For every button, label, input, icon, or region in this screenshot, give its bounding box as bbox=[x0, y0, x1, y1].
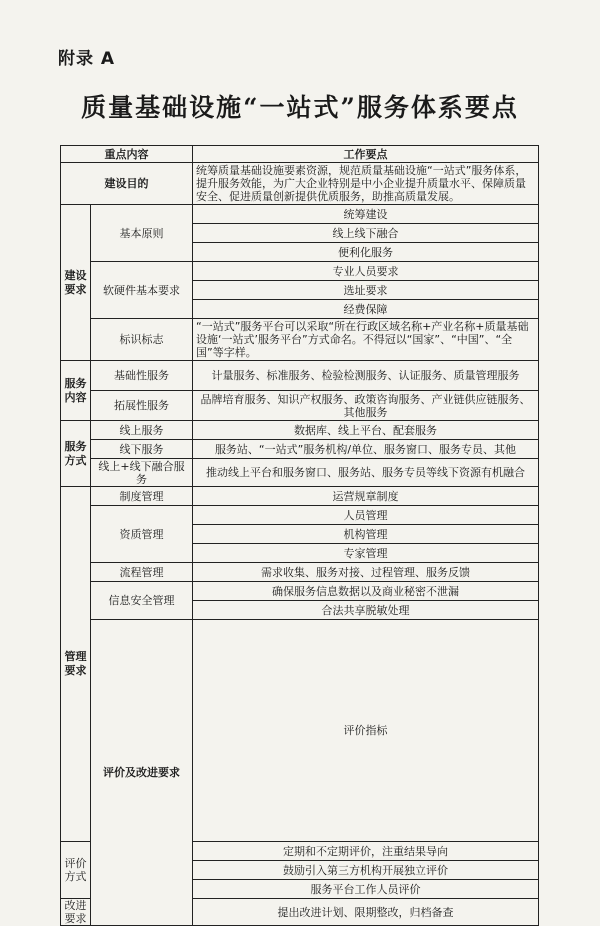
hybrid-service-label: 线上+线下融合服务 bbox=[91, 459, 193, 487]
online-service-text: 数据库、线上平台、配套服务 bbox=[193, 421, 539, 440]
info-security-item: 合法共享脱敏处理 bbox=[193, 601, 539, 620]
table-row bbox=[61, 319, 539, 361]
extended-service-label: 拓展性服务 bbox=[91, 391, 193, 421]
improvement-label: 改进要求 bbox=[61, 899, 91, 926]
evaluation-method-item: 定期和不定期评价，注重结果导向 bbox=[193, 842, 539, 861]
basic-service-text: 计量服务、标准服务、检验检测服务、认证服务、质量管理服务 bbox=[193, 361, 539, 391]
offline-service-label: 线下服务 bbox=[91, 440, 193, 459]
system-management-text: 运营规章制度 bbox=[193, 487, 539, 506]
evaluation-method-item: 鼓励引入第三方机构开展独立评价 bbox=[193, 861, 539, 880]
process-management-text: 需求收集、服务对接、过程管理、服务反馈 bbox=[193, 563, 539, 582]
online-service-label: 线上服务 bbox=[91, 421, 193, 440]
construction-requirements-label: 建设要求 bbox=[61, 205, 91, 361]
table-row bbox=[61, 205, 539, 224]
logo-text: “一站式”服务平台可以采取“所在行政区域名称+产业名称+质量基础设施‘一站式’服务平台”方式命名。不得冠以“国家”、“中国”、“全国”等字样。 bbox=[193, 319, 539, 361]
table-row bbox=[61, 440, 539, 459]
basic-service-label: 基础性服务 bbox=[91, 361, 193, 391]
basic-principle-item: 便利化服务 bbox=[193, 243, 539, 262]
table-row bbox=[61, 487, 539, 506]
service-mode-label: 服务方式 bbox=[61, 421, 91, 487]
header-key-content: 重点内容 bbox=[61, 146, 193, 163]
qualification-item: 人员管理 bbox=[193, 506, 539, 525]
extended-service-text: 品牌培育服务、知识产权服务、政策咨询服务、产业链供应链服务、其他服务 bbox=[193, 391, 539, 421]
management-requirements-label: 管理要求 bbox=[61, 487, 91, 842]
process-management-label: 流程管理 bbox=[91, 563, 193, 582]
hardware-software-item: 选址要求 bbox=[193, 281, 539, 300]
table-row bbox=[61, 163, 539, 205]
evaluation-indicators-label: 评价指标 bbox=[193, 620, 539, 842]
evaluation-method-item: 服务平台工作人员评价 bbox=[193, 880, 539, 899]
qualification-item: 专家管理 bbox=[193, 544, 539, 563]
table-row bbox=[61, 506, 539, 525]
hardware-software-item: 经费保障 bbox=[193, 300, 539, 319]
system-management-label: 制度管理 bbox=[91, 487, 193, 506]
table-row bbox=[61, 421, 539, 440]
evaluation-label: 评价及改进要求 bbox=[91, 620, 193, 926]
info-security-label: 信息安全管理 bbox=[91, 582, 193, 620]
qualification-item: 机构管理 bbox=[193, 525, 539, 544]
hardware-software-label: 软硬件基本要求 bbox=[91, 262, 193, 319]
evaluation-methods-label: 评价方式 bbox=[61, 842, 91, 899]
table-row bbox=[61, 262, 539, 281]
table-row bbox=[61, 582, 539, 601]
header-work-points: 工作要点 bbox=[193, 146, 539, 163]
table-row bbox=[61, 620, 539, 842]
page-title: 质量基础设施“一站式”服务体系要点 bbox=[81, 93, 519, 122]
table-row bbox=[61, 563, 539, 582]
info-security-item: 确保服务信息数据以及商业秘密不泄漏 bbox=[193, 582, 539, 601]
table-row bbox=[61, 391, 539, 421]
table-row bbox=[61, 361, 539, 391]
table-header-row bbox=[61, 146, 539, 163]
hybrid-service-text: 推动线上平台和服务窗口、服务站、服务专员等线下资源有机融合 bbox=[193, 459, 539, 487]
appendix-label: 附录 A bbox=[58, 49, 116, 69]
basic-principles-label: 基本原则 bbox=[91, 205, 193, 262]
table-row bbox=[61, 459, 539, 487]
qualification-management-label: 资质管理 bbox=[91, 506, 193, 563]
offline-service-text: 服务站、“一站式”服务机构/单位、服务窗口、服务专员、其他 bbox=[193, 440, 539, 459]
hardware-software-item: 专业人员要求 bbox=[193, 262, 539, 281]
basic-principle-item: 线上线下融合 bbox=[193, 224, 539, 243]
basic-principle-item: 统筹建设 bbox=[193, 205, 539, 224]
construction-goal-label: 建设目的 bbox=[61, 163, 193, 205]
logo-label: 标识标志 bbox=[91, 319, 193, 361]
service-content-label: 服务内容 bbox=[61, 361, 91, 421]
improvement-text: 提出改进计划、限期整改，归档备查 bbox=[193, 899, 539, 926]
construction-goal-text: 统筹质量基础设施要素资源，规范质量基础设施“一站式”服务体系，提升服务效能，为广大企业特别是中小企业提升质量水平、保障质量安全、促进质量创新提供优质服务，助推高质量发展。 bbox=[193, 163, 539, 205]
service-system-table bbox=[60, 145, 539, 926]
